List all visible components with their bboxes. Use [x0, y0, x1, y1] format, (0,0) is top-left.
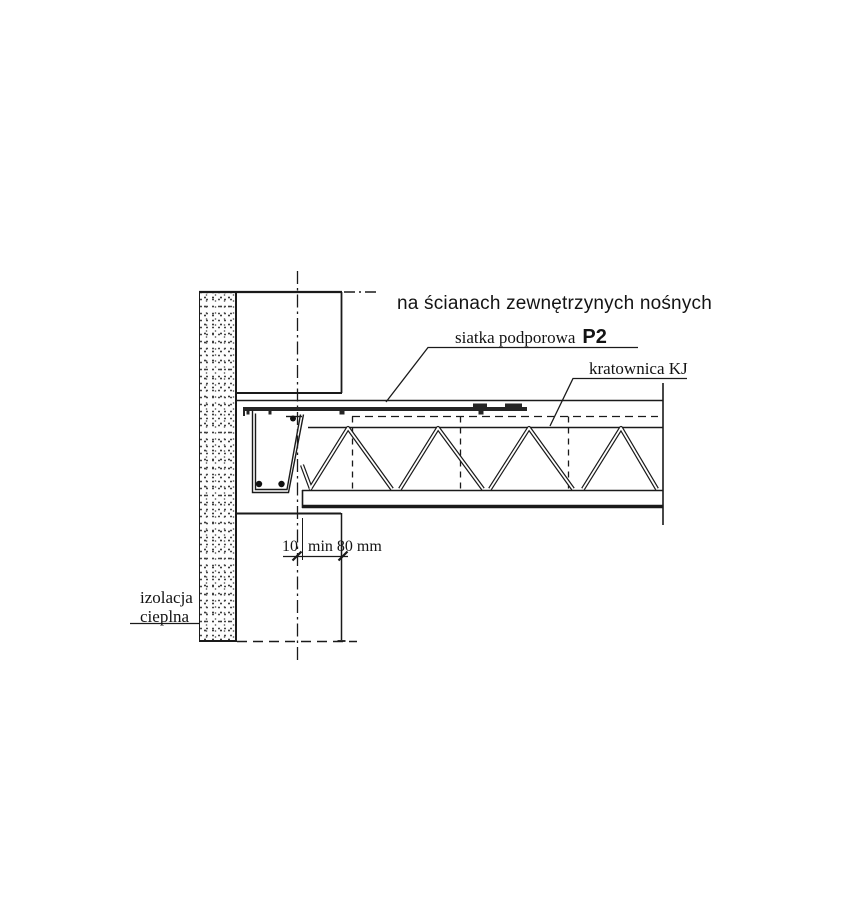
mesh-annotation-text: siatka podporowa — [455, 328, 576, 347]
rebar-dot — [290, 416, 296, 422]
rebar-dot — [256, 481, 262, 487]
channel-outer — [253, 411, 304, 493]
edge-beam-channel — [253, 411, 304, 493]
mesh-tick — [269, 411, 272, 415]
mesh-tick — [247, 411, 250, 415]
mesh-lap-mark — [505, 404, 522, 408]
drawing-title: na ścianach zewnętrzynych nośnych — [397, 293, 712, 314]
rebar-dot — [278, 481, 284, 487]
insulation-annotation — [140, 588, 193, 626]
truss-kj — [302, 428, 663, 490]
upper-wall-block — [199, 292, 378, 393]
leader-lines — [130, 348, 687, 627]
mesh-lap-mark — [473, 404, 487, 408]
bottom-slab — [302, 490, 663, 508]
truss-annotation: kratownica KJ — [589, 359, 688, 378]
mesh-end-hook — [243, 411, 245, 416]
channel-inner — [256, 414, 301, 490]
mesh-bar — [243, 407, 527, 411]
support-mesh-bar — [243, 404, 527, 417]
dimension-bearing-text: min 80 mm — [308, 538, 382, 555]
mesh-tick — [340, 411, 345, 415]
insulation-annotation-line2: cieplna — [140, 607, 190, 627]
truss-leader-line — [550, 379, 687, 427]
mesh-annotation — [455, 326, 607, 349]
mesh-annotation-tag: P2 — [582, 326, 607, 348]
dimension-offset-text: 10 — [282, 538, 298, 555]
mesh-tick — [479, 411, 484, 415]
insulation-annotation-line1: izolacja — [140, 588, 193, 607]
